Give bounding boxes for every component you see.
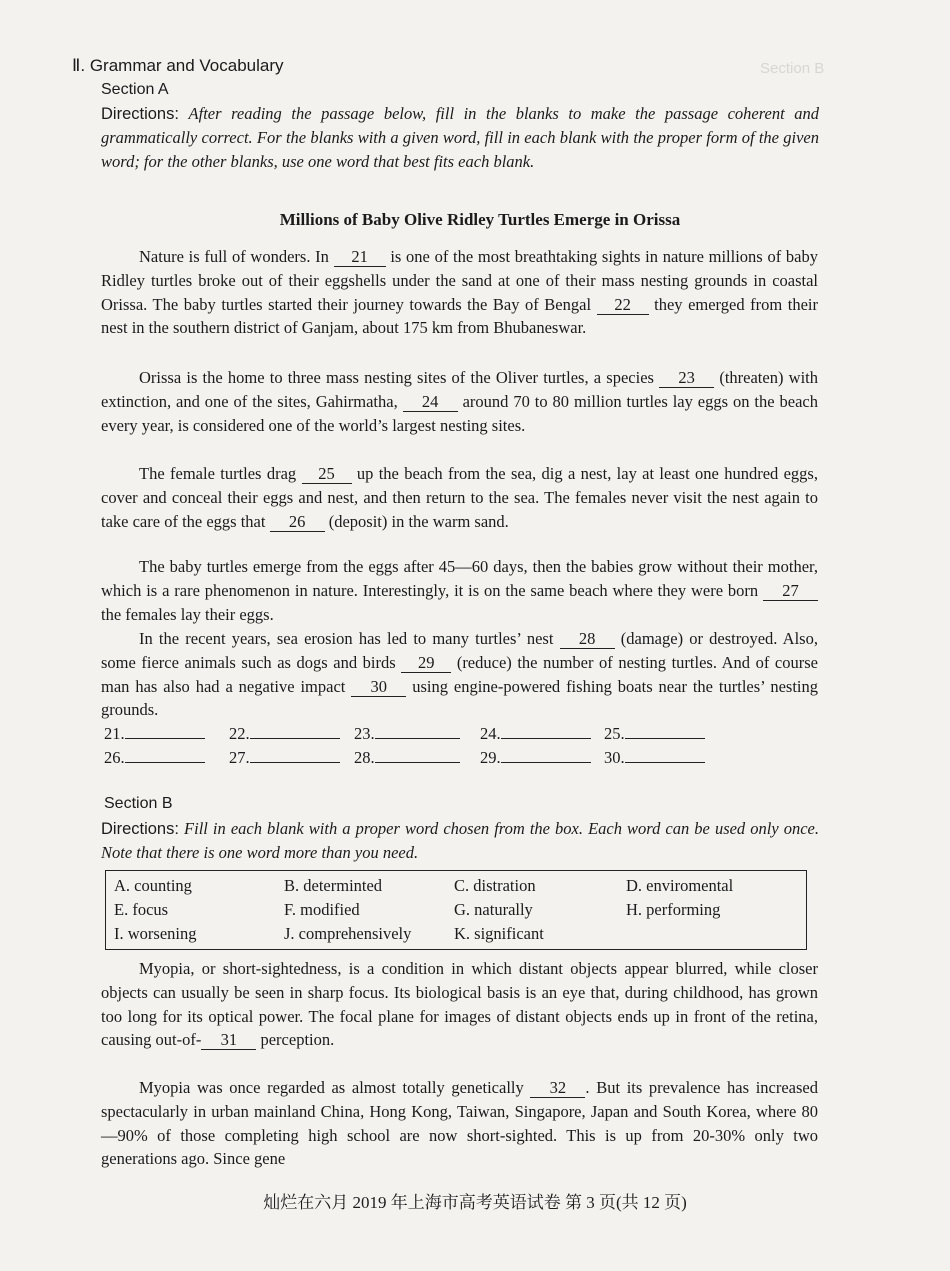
answer-field-29[interactable] bbox=[501, 746, 591, 763]
answer-field-30[interactable] bbox=[625, 746, 705, 763]
paragraph: Nature is full of wonders. In 21 is one of the most breathtaking sights in nature millions of baby Ridley turtles broke out of their eggshells under the sand at one of their mass nesting grounds in coastal Orissa. The baby turtles started their journey towards the Bay of Bengal 22 they emerged from their nest in the southern district of Ganjam, about 175 km from Bhubaneswar. bbox=[101, 247, 818, 338]
blank-24: 24 bbox=[403, 393, 458, 412]
answer-number: 30. bbox=[604, 748, 625, 767]
blank-30: 30 bbox=[351, 678, 406, 697]
directions-label: Directions: bbox=[101, 105, 179, 123]
answer-number: 24. bbox=[480, 724, 501, 743]
paragraph: Myopia was once regarded as almost totally genetically 32 . But its prevalence has increased spectacularly in urban mainland China, Hong Kong, Taiwan, Singapore, Japan and South Korea, where 80—90% of those completing high school are now short-sighted. This is up from 20-30% only two generations ago. Since gene bbox=[101, 1078, 818, 1169]
answer-number: 29. bbox=[480, 748, 501, 767]
answer-field-23[interactable] bbox=[375, 722, 460, 739]
answer-field-24[interactable] bbox=[501, 722, 591, 739]
word-option: K. significant bbox=[454, 924, 544, 943]
word-option: F. modified bbox=[284, 900, 360, 919]
blank-32: 32 bbox=[530, 1079, 585, 1098]
word-option: J. comprehensively bbox=[284, 924, 412, 943]
answer-field-22[interactable] bbox=[250, 722, 340, 739]
section-a-label: Section A bbox=[101, 81, 169, 98]
answer-field-25[interactable] bbox=[625, 722, 705, 739]
answer-number: 23. bbox=[354, 724, 375, 743]
answer-field-21[interactable] bbox=[125, 722, 205, 739]
word-box bbox=[105, 870, 807, 950]
blank-25: 25 bbox=[302, 465, 352, 484]
blank-31: 31 bbox=[201, 1031, 256, 1050]
word-option: C. distration bbox=[454, 876, 536, 895]
paragraph: The baby turtles emerge from the eggs after 45—60 days, then the babies grow without their mother, which is a rare phenomenon in nature. Interestingly, it is on the same beach where they were born 27 the females lay their eggs. bbox=[101, 557, 818, 624]
blank-23: 23 bbox=[659, 369, 714, 388]
answer-number: 27. bbox=[229, 748, 250, 767]
directions-text: Fill in each blank with a proper word chosen from the box. Each word can be used only once. Note that there is one word more than you need. bbox=[101, 819, 819, 862]
blank-21: 21 bbox=[334, 248, 386, 267]
answer-field-26[interactable] bbox=[125, 746, 205, 763]
answer-number: 22. bbox=[229, 724, 250, 743]
section-title: Ⅱ. Grammar and Vocabulary bbox=[72, 56, 284, 75]
page-footer: 灿烂在六月 2019 年上海市高考英语试卷 第 3 页(共 12 页) bbox=[263, 1193, 687, 1212]
paragraph: In the recent years, sea erosion has led to many turtles’ nest 28 (damage) or destroyed. Also, some fierce animals such as dogs and birds 29 (reduce) the number of nesting turtles. And of course man has also had a negative impact 30 using engine-powered fishing boats near the turtles’ nesting grounds. bbox=[101, 629, 818, 720]
paragraph: Myopia, or short-sightedness, is a condition in which distant objects appear blurred, while closer objects can usually be seen in sharp focus. Its biological basis is an eye that, during childhood, has grown too long for its optical power. The focal plane for images of distant objects ends up in front of the retina, causing out-of- 31 perception. bbox=[101, 959, 818, 1050]
blank-22: 22 bbox=[597, 296, 649, 315]
blank-29: 29 bbox=[401, 654, 451, 673]
directions-text: After reading the passage below, fill in the blanks to make the passage coherent and grammatically correct. For the blanks with a given word, fill in each blank with the proper form of the given word; for the other blanks, use one word that best fits each blank. bbox=[101, 104, 820, 171]
paragraph: Orissa is the home to three mass nesting sites of the Oliver turtles, a species 23 (threaten) with extinction, and one of the sites, Gahirmatha, 24 around 70 to 80 million turtles lay eggs on the beach every year, is considered one of the world’s largest nesting sites. bbox=[101, 368, 818, 435]
paragraph: The female turtles drag 25 up the beach from the sea, dig a nest, lay at least one hundred eggs, cover and conceal their eggs and nest, and then return to the sea. The females never visit the nest again to take care of the eggs that 26 (deposit) in the warm sand. bbox=[101, 464, 818, 531]
directions-label: Directions: bbox=[101, 820, 179, 838]
section-b-directions bbox=[101, 817, 819, 865]
answer-number: 28. bbox=[354, 748, 375, 767]
answer-row-2 bbox=[104, 746, 804, 766]
word-option: D. enviromental bbox=[626, 876, 734, 895]
blank-26: 26 bbox=[270, 513, 325, 532]
answer-number: 21. bbox=[104, 724, 125, 743]
section-a-directions bbox=[101, 102, 819, 174]
word-option: E. focus bbox=[114, 900, 169, 919]
answer-row-1 bbox=[104, 722, 804, 742]
section-b-label: Section B bbox=[104, 795, 173, 812]
answer-field-27[interactable] bbox=[250, 746, 340, 763]
passage-title: Millions of Baby Olive Ridley Turtles Emerge in Orissa bbox=[279, 210, 681, 229]
blank-28: 28 bbox=[560, 630, 615, 649]
word-option: B. determinted bbox=[284, 876, 383, 895]
word-option: A. counting bbox=[114, 876, 192, 895]
word-option: H. performing bbox=[626, 900, 721, 919]
word-option: I. worsening bbox=[114, 924, 197, 943]
blank-27: 27 bbox=[763, 582, 818, 601]
answer-number: 26. bbox=[104, 748, 125, 767]
bleed-through-text: Section B bbox=[760, 60, 825, 77]
answer-number: 25. bbox=[604, 724, 625, 743]
answer-field-28[interactable] bbox=[375, 746, 460, 763]
word-option: G. naturally bbox=[454, 900, 533, 919]
